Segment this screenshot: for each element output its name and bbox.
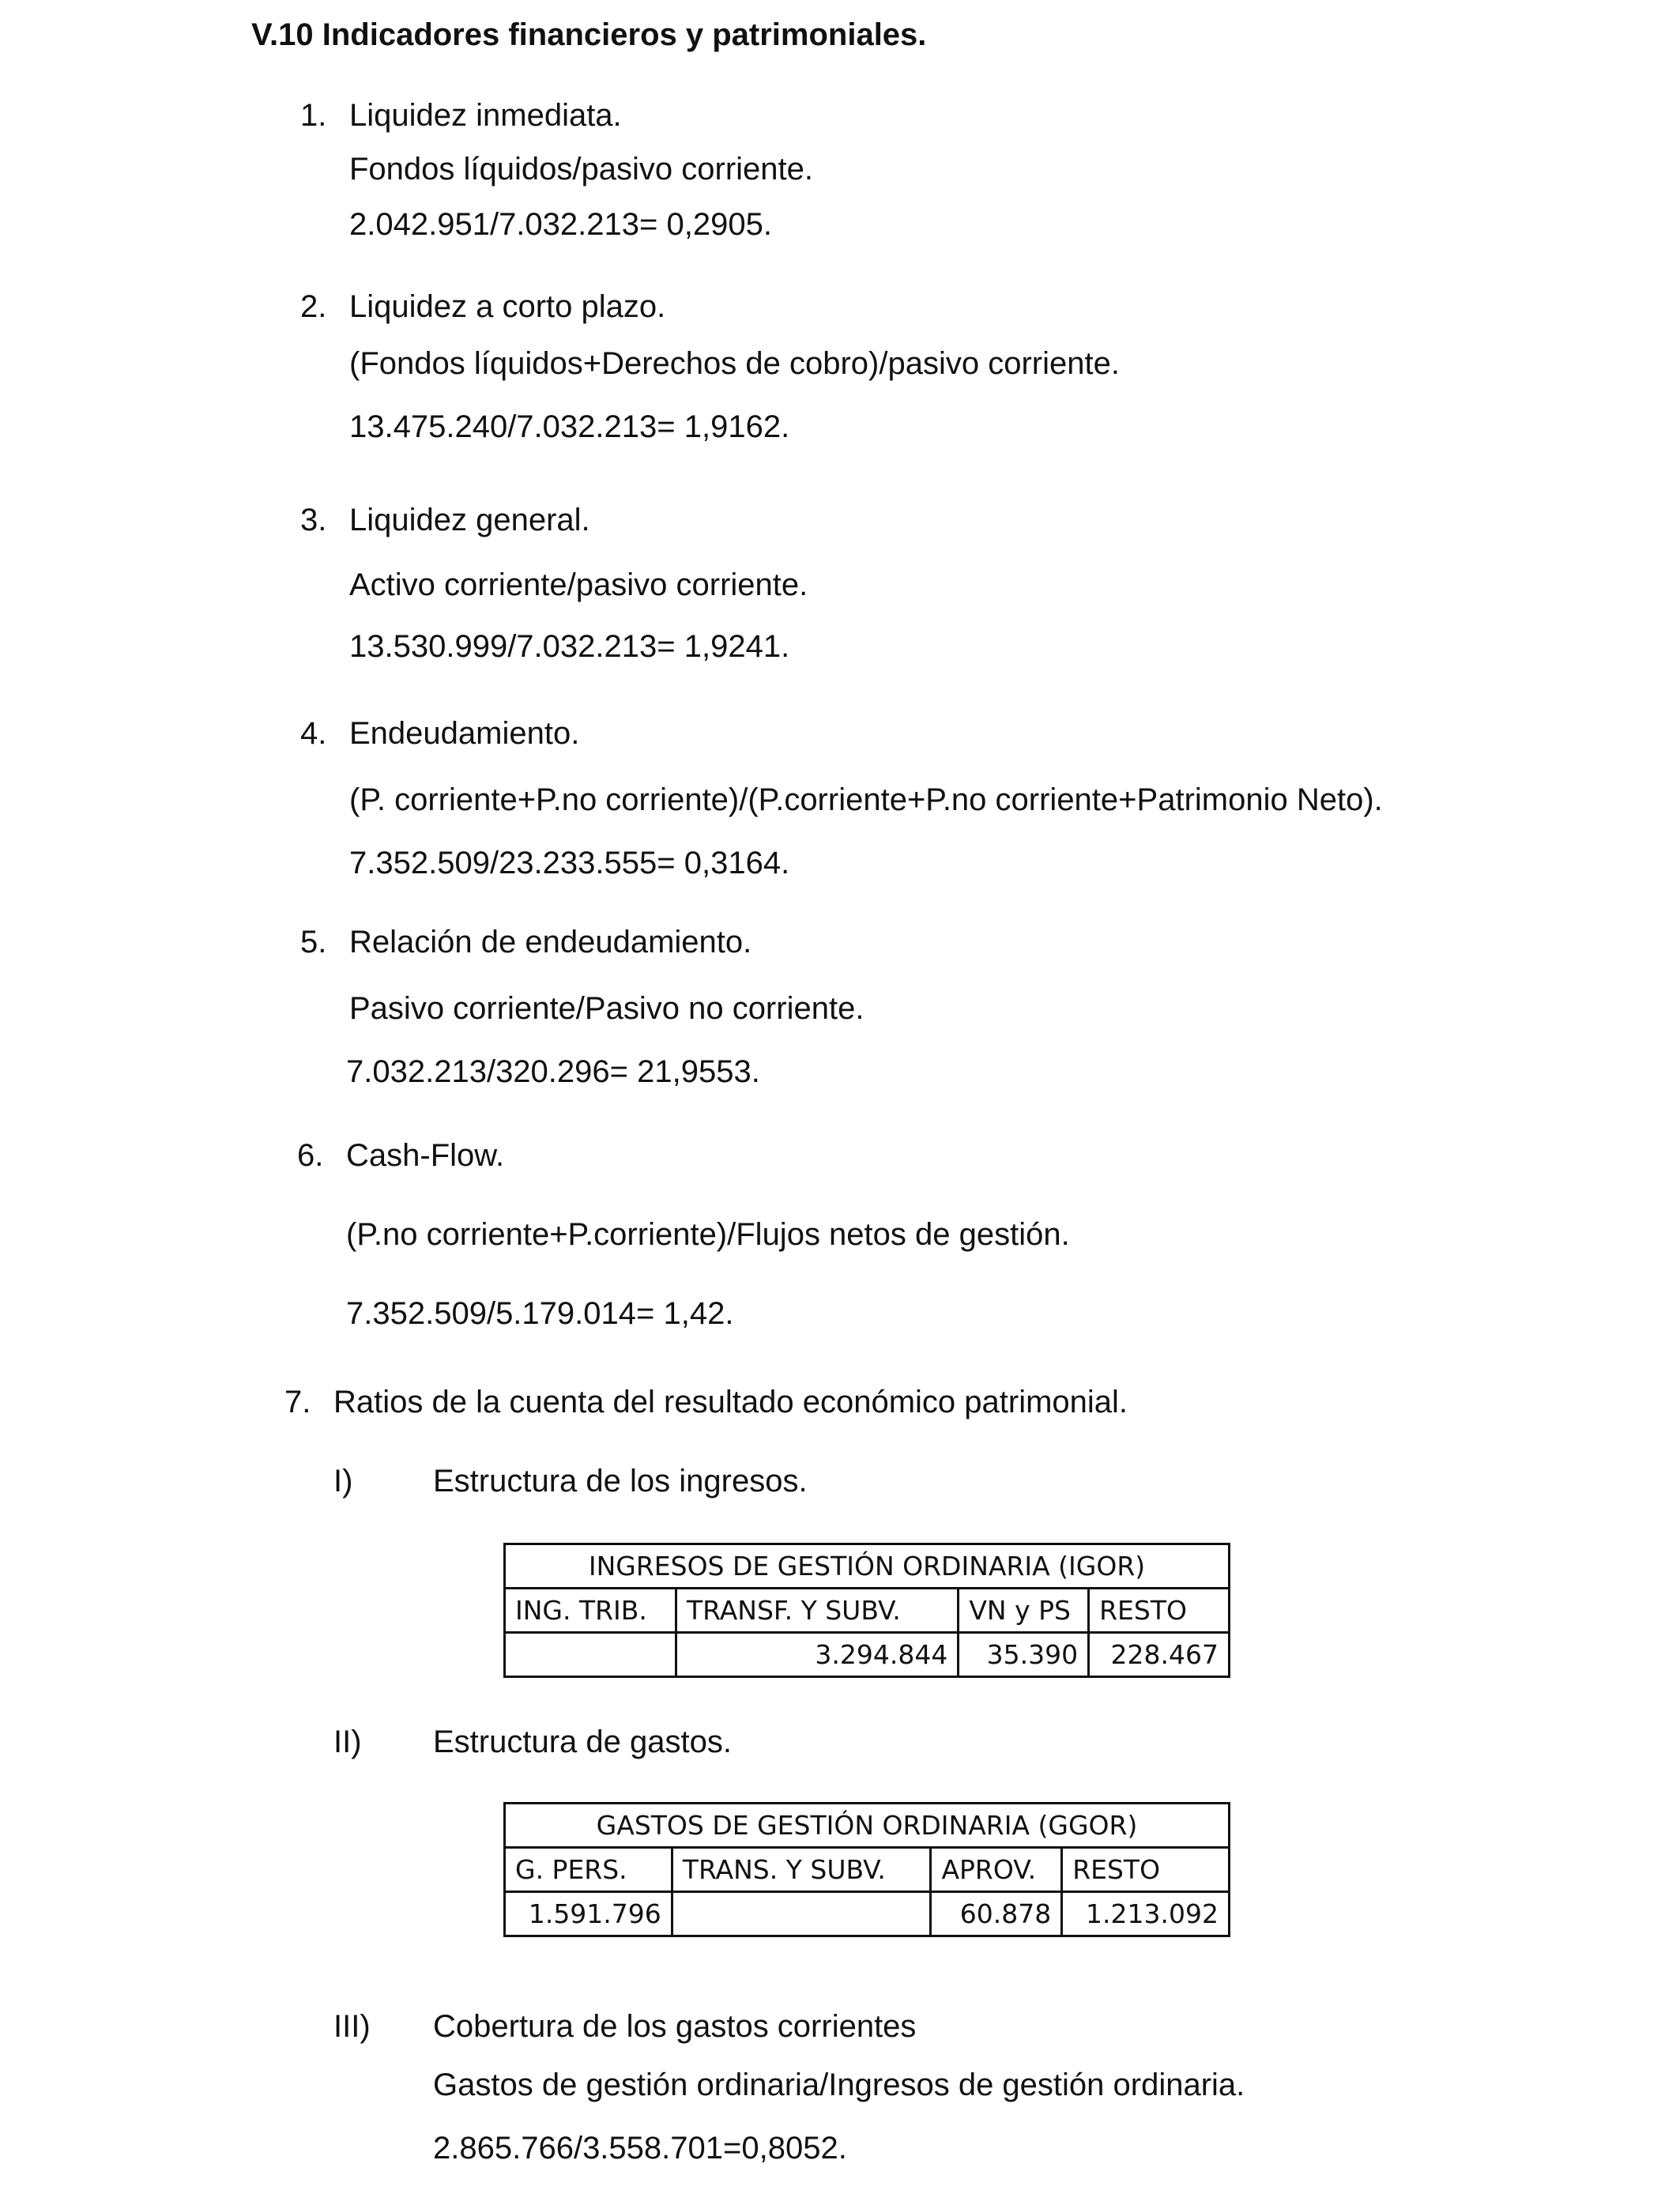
table-value-cell: 1.213.092: [1062, 1892, 1230, 1936]
item-number: 4.: [300, 716, 327, 751]
item-formula: (P.no corriente+P.corriente)/Flujos netos de gestión.: [346, 1217, 1070, 1252]
subitem-title: Estructura de gastos.: [433, 1725, 732, 1759]
table-header-cell: ING. TRIB.: [505, 1589, 676, 1633]
item-title: Relación de endeudamiento.: [349, 925, 752, 959]
table-value-cell: [672, 1892, 931, 1936]
subitem-number: I): [333, 1464, 353, 1498]
table-title: INGRESOS DE GESTIÓN ORDINARIA (IGOR): [505, 1544, 1230, 1589]
table-title: GASTOS DE GESTIÓN ORDINARIA (GGOR): [505, 1804, 1230, 1848]
table-header-cell: RESTO: [1062, 1848, 1230, 1892]
table-value-cell: 60.878: [931, 1892, 1062, 1936]
item-number: 7.: [284, 1385, 311, 1419]
item-calculation: 7.352.509/5.179.014= 1,42.: [346, 1296, 734, 1331]
item-number: 1.: [300, 98, 327, 133]
expenses-table: [503, 1802, 1230, 1937]
item-formula: Fondos líquidos/pasivo corriente.: [349, 152, 813, 187]
table-header-cell: RESTO: [1089, 1589, 1230, 1633]
item-calculation: 13.475.240/7.032.213= 1,9162.: [349, 409, 790, 444]
item-title: Ratios de la cuenta del resultado económico patrimonial.: [333, 1385, 1128, 1419]
item-calculation: 7.032.213/320.296= 21,9553.: [346, 1054, 760, 1089]
table-value-cell: 1.591.796: [505, 1892, 672, 1936]
item-formula: (P. corriente+P.no corriente)/(P.corriente+P.no corriente+Patrimonio Neto).: [349, 782, 1383, 817]
item-title: Cash-Flow.: [346, 1138, 505, 1173]
page-title: V.10 Indicadores financieros y patrimoniales.: [251, 17, 927, 52]
subitem-title: Estructura de los ingresos.: [433, 1464, 808, 1498]
item-number: 6.: [297, 1138, 324, 1173]
item-formula: Activo corriente/pasivo corriente.: [349, 567, 808, 602]
item-formula: (Fondos líquidos+Derechos de cobro)/pasivo corriente.: [349, 346, 1120, 381]
income-table: [503, 1543, 1230, 1678]
item-title: Liquidez inmediata.: [349, 98, 622, 133]
table-header-cell: TRANS. Y SUBV.: [672, 1848, 931, 1892]
subitem-number: II): [333, 1725, 362, 1759]
table-value-cell: 35.390: [959, 1633, 1089, 1677]
item-number: 2.: [300, 289, 327, 324]
item-calculation: 13.530.999/7.032.213= 1,9241.: [349, 629, 790, 664]
table-header-cell: TRANSF. Y SUBV.: [676, 1589, 958, 1633]
subitem-title: Cobertura de los gastos corrientes: [433, 2009, 917, 2044]
item-calculation: 2.042.951/7.032.213= 0,2905.: [349, 207, 772, 242]
subitem-number: III): [333, 2009, 371, 2044]
item-title: Liquidez a corto plazo.: [349, 289, 666, 324]
table-header-cell: APROV.: [931, 1848, 1062, 1892]
item-title: Liquidez general.: [349, 503, 590, 537]
item-number: 5.: [300, 925, 327, 959]
table-value-cell: 3.294.844: [676, 1633, 958, 1677]
table-header-cell: G. PERS.: [505, 1848, 672, 1892]
table-value-cell: [505, 1633, 676, 1677]
item-title: Endeudamiento.: [349, 716, 580, 751]
table-value-cell: 228.467: [1089, 1633, 1230, 1677]
item-formula: Pasivo corriente/Pasivo no corriente.: [349, 991, 864, 1026]
subitem-formula: Gastos de gestión ordinaria/Ingresos de gestión ordinaria.: [433, 2068, 1245, 2102]
subitem-calculation: 2.865.766/3.558.701=0,8052.: [433, 2131, 847, 2166]
item-calculation: 7.352.509/23.233.555= 0,3164.: [349, 846, 790, 880]
table-header-cell: VN y PS: [959, 1589, 1089, 1633]
item-number: 3.: [300, 503, 327, 537]
